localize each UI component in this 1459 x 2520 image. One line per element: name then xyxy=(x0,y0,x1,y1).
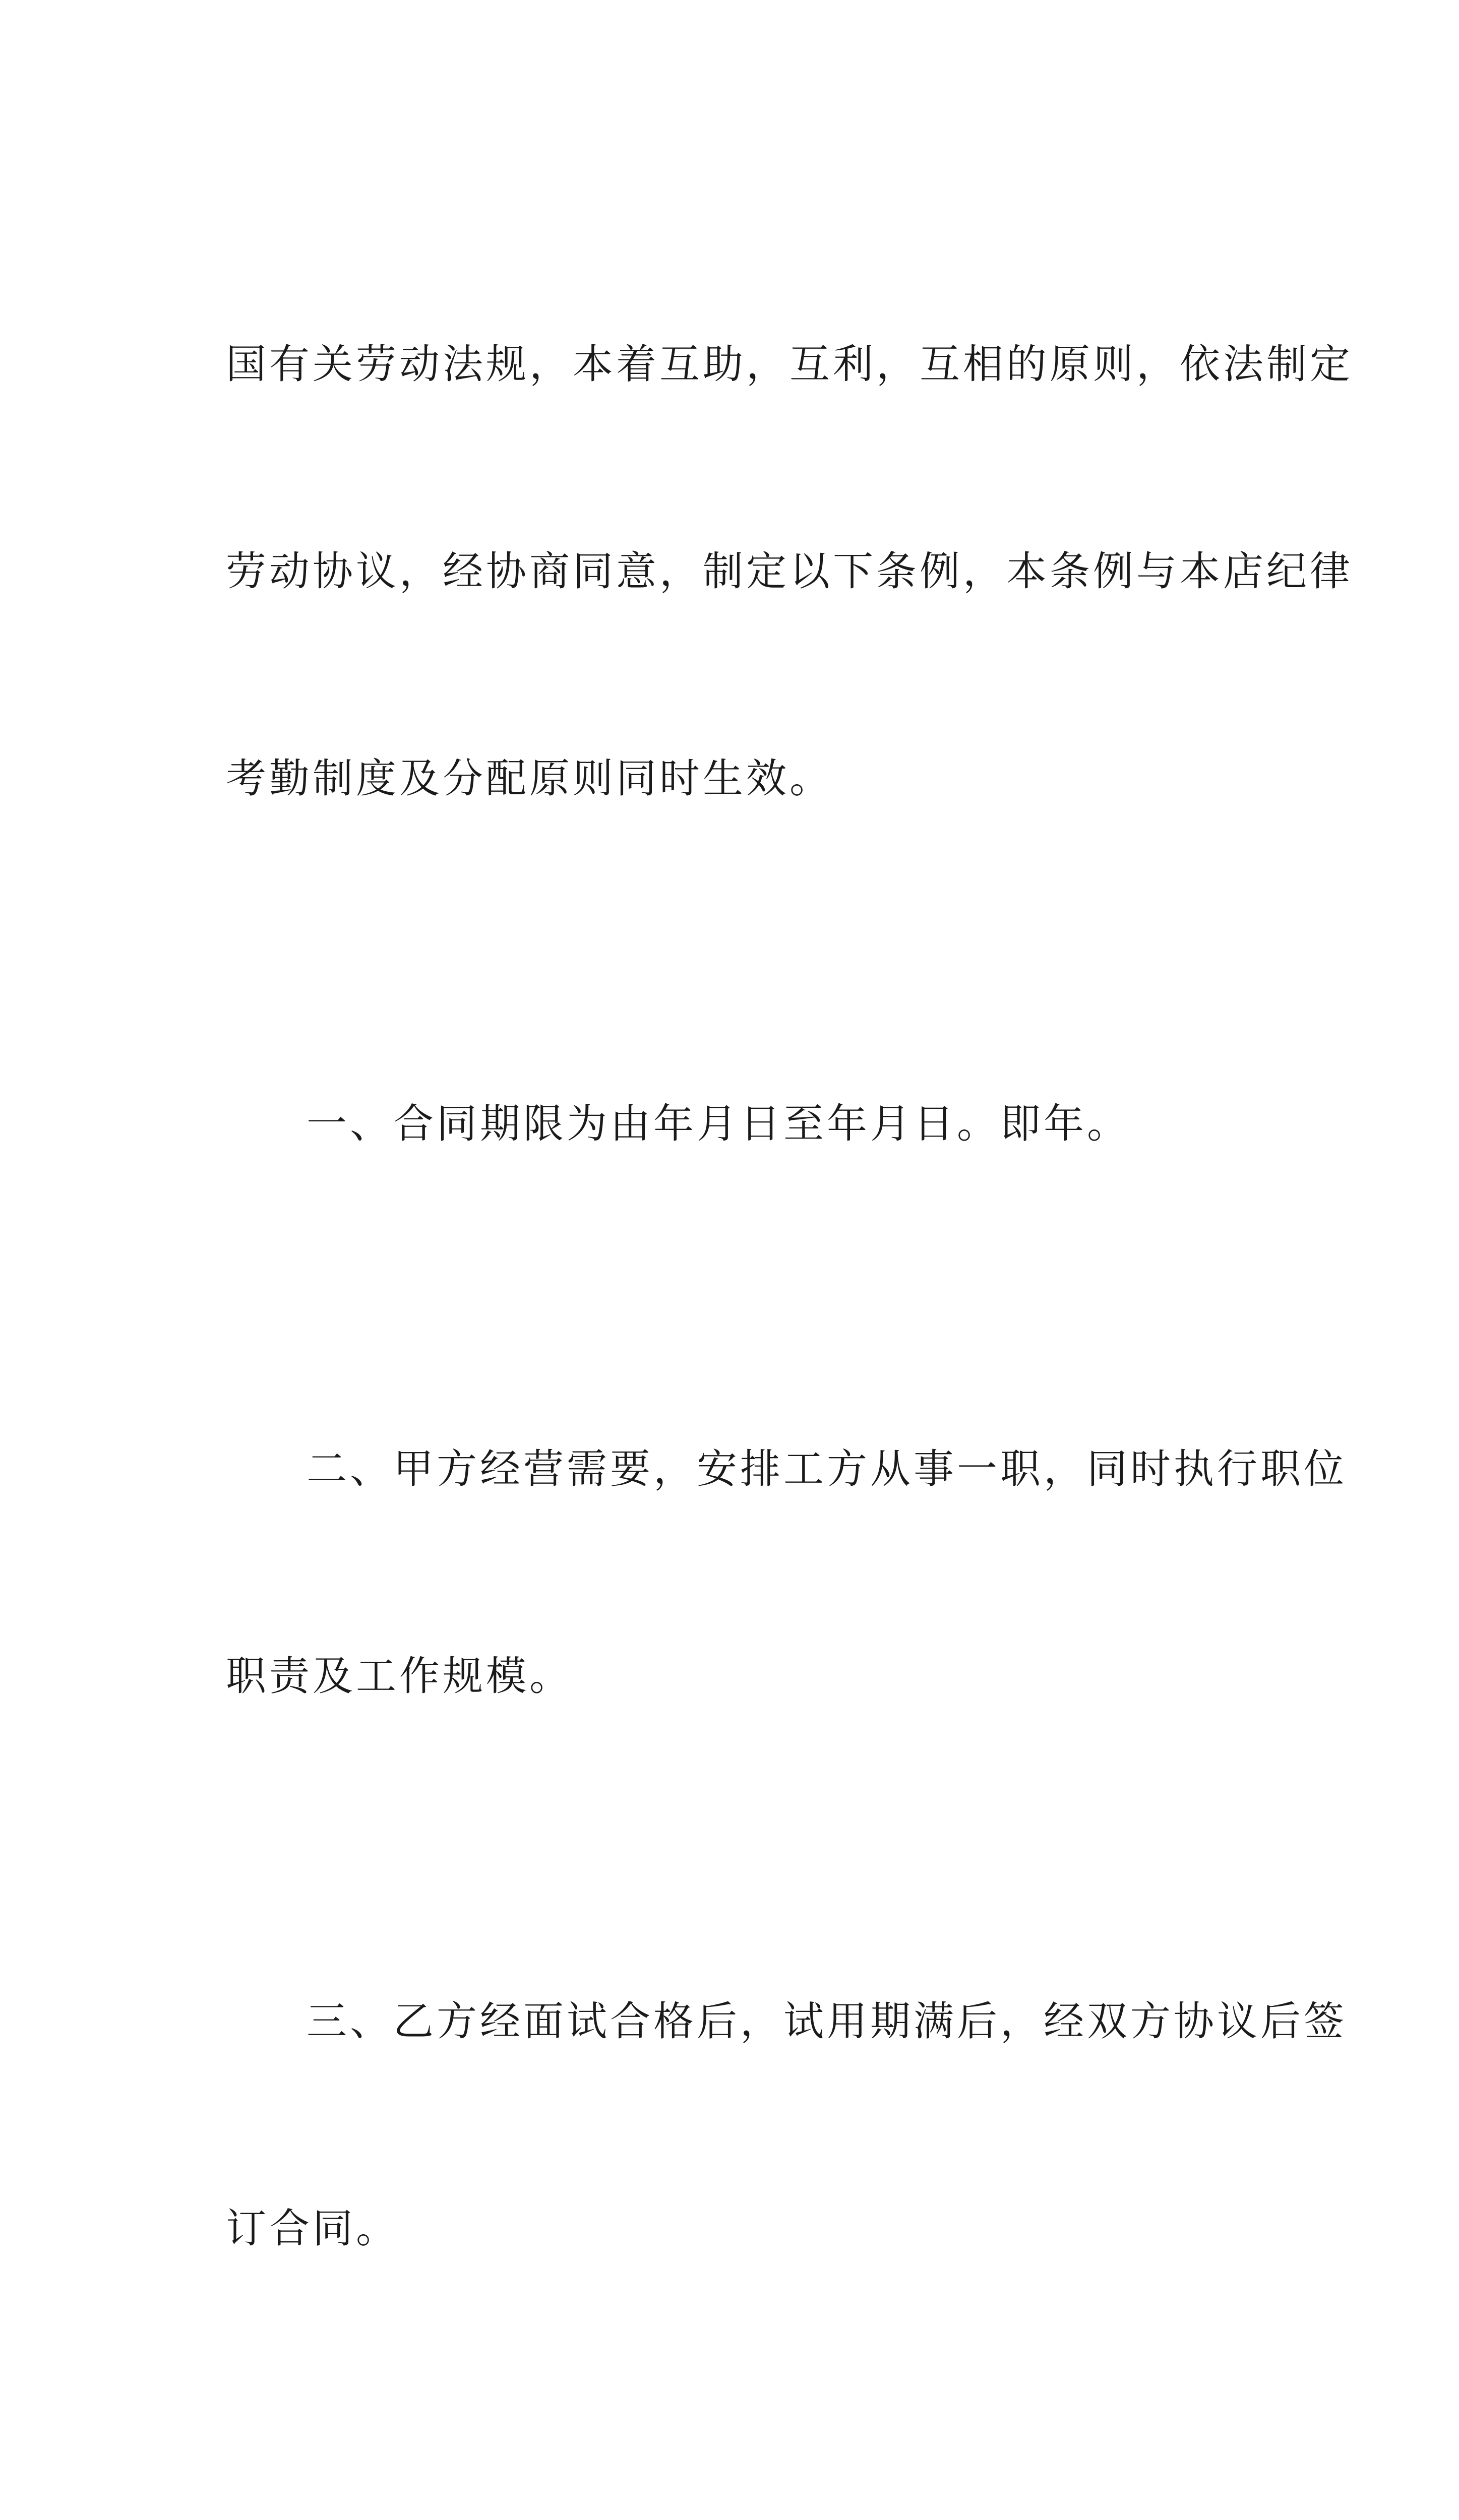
text-line: 职责及工作规模。 xyxy=(226,1653,573,1699)
text-line: 国有关劳动法规，本着互助，互利，互相的原则，依法制定 xyxy=(226,341,1353,388)
text-line: 一、合同期限为由年月日至年月日。即年。 xyxy=(307,1100,1130,1147)
paragraph-intro xyxy=(226,192,1353,951)
text-line: 三、乙方经面试合格后，试用期满后，经双方协议后签 xyxy=(307,1998,1347,2045)
paragraph-clause-1 xyxy=(226,951,1254,1296)
text-line: 考勤制度及分配原则同时生效。 xyxy=(226,755,833,802)
document-body xyxy=(226,192,1353,2520)
text-line: 订合同。 xyxy=(226,2205,399,2252)
paragraph-clause-2 xyxy=(226,1296,1347,1849)
text-line: 二、甲方经营需要，安排工方从事一职，同时执行职位 xyxy=(307,1445,1347,1492)
paragraph-clause-4 xyxy=(226,2401,1254,2520)
text-line: 劳动协议，经协商同意，制定以下条例，本条例与本店纪律 xyxy=(226,548,1353,595)
paragraph-clause-3 xyxy=(226,1849,1347,2401)
